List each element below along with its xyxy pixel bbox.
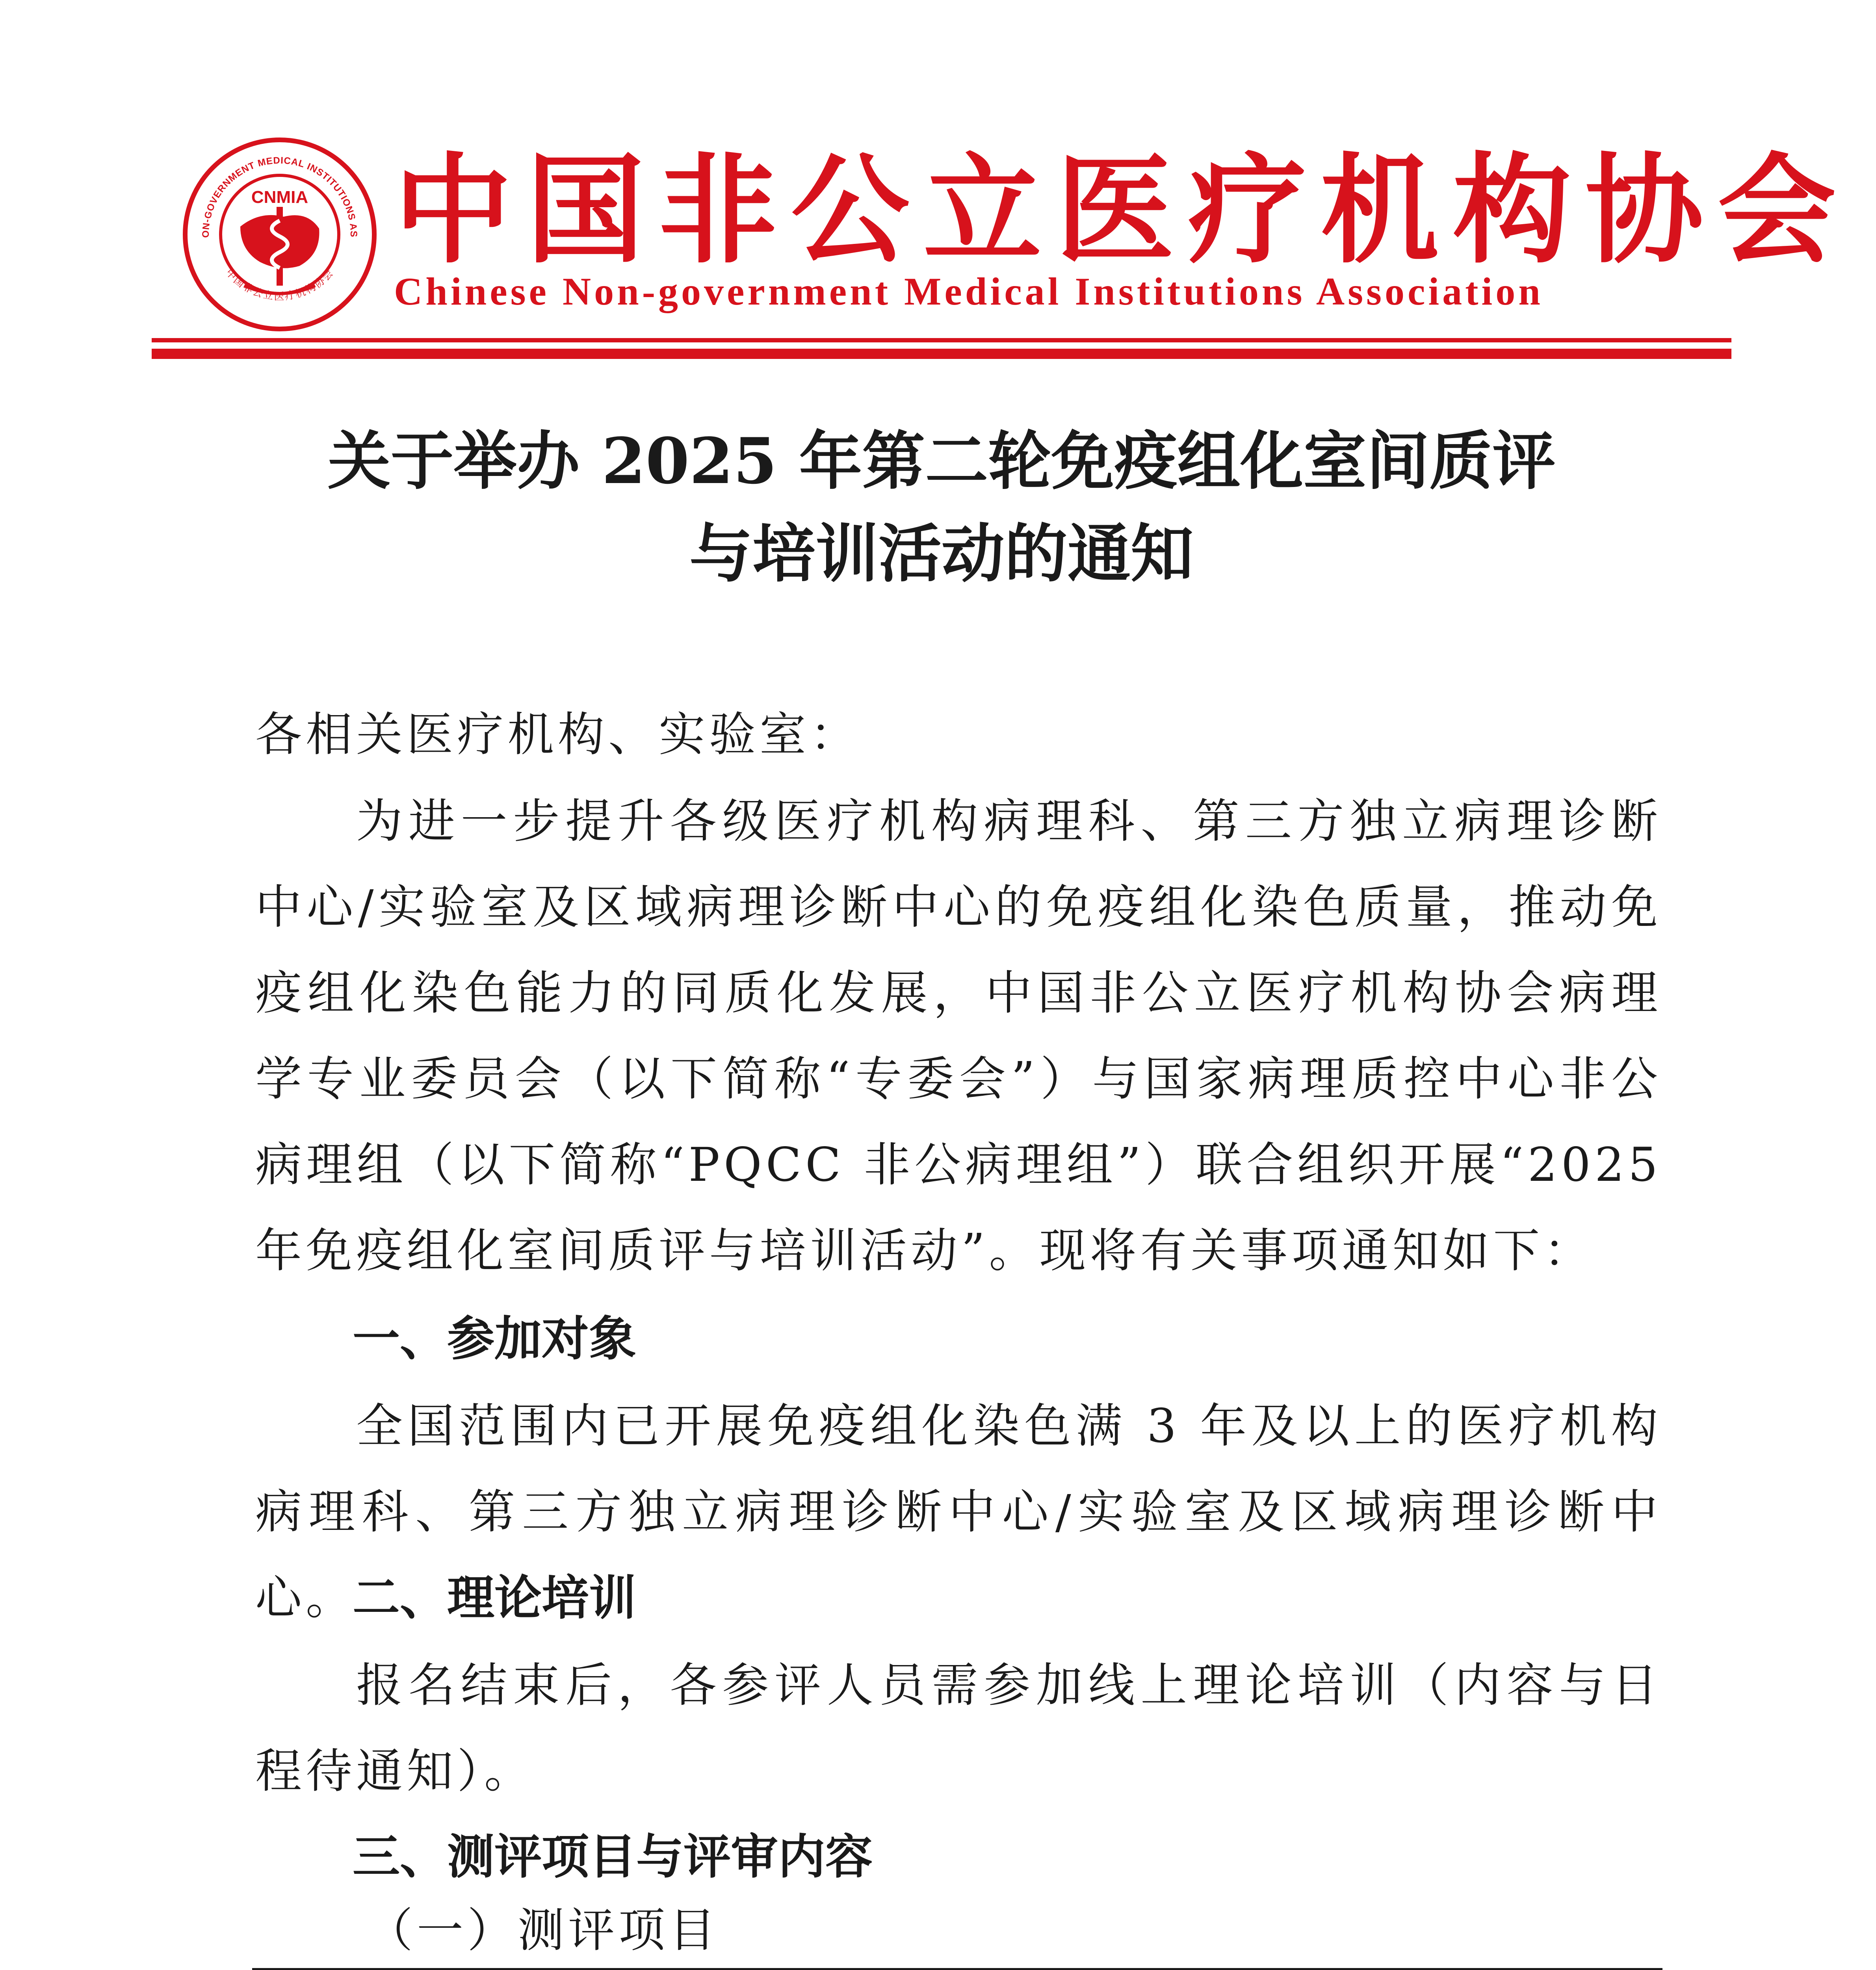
logo-ring-text-cn: 中国非公立医疗机构协会 [223, 267, 336, 303]
salutation: 各相关医疗机构、实验室： [255, 707, 861, 762]
section1-text: 全国范围内已开展免疫组化染色满 3 年及以上的医疗机构病理科、第三方独立病理诊断中心/实验室及区域病理诊断中心。 [255, 1399, 1662, 1625]
notice-title-line2: 与培训活动的通知 [689, 517, 1194, 591]
association-logo [181, 136, 378, 333]
org-name-cn: 中国非公立医疗机构协会 [394, 142, 1850, 279]
section2-text: 报名结束后，各参评人员需参加线上理论培训（内容与日程待通知）。 [255, 1658, 1662, 1798]
section1-heading: 一、参加对象 [353, 1312, 636, 1366]
notice-title-line1: 关于举办 2025 年第二轮免疫组化室间质评 [327, 424, 1556, 498]
section3-heading: 三、测评项目与评审内容 [353, 1830, 873, 1885]
intro-paragraph: 为进一步提升各级医疗机构病理科、第三方独立病理诊断中心/实验室及区域病理诊断中心的免疫组化染色质量，推动免疫组化染色能力的同质化发展，中国非公立医疗机构协会病理学专业委员会（以下简称“专委会”）与国家病理质控中心非公病理组（以下简称“PQCC 非公病理组”）联合组织开展“2025 年免疫组化室间质评与培训活动”。现将有关事项通知如下： [255, 794, 1662, 1278]
subsection1-heading: （一）测评项目 [366, 1903, 720, 1957]
logo-ring-text-en: ON-GOVERNMENT MEDICAL INSTITUTIONS AS [200, 155, 359, 238]
org-name-en: Chinese Non-government Medical Institutions Association [394, 269, 1544, 313]
evaluation-items-table [252, 1968, 1662, 1970]
header-rule-thick [152, 349, 1731, 359]
section2-heading: 二、理论培训 [353, 1571, 636, 1626]
logo-abbr: CNMIA [251, 188, 308, 207]
header-rule-thin [152, 338, 1731, 342]
